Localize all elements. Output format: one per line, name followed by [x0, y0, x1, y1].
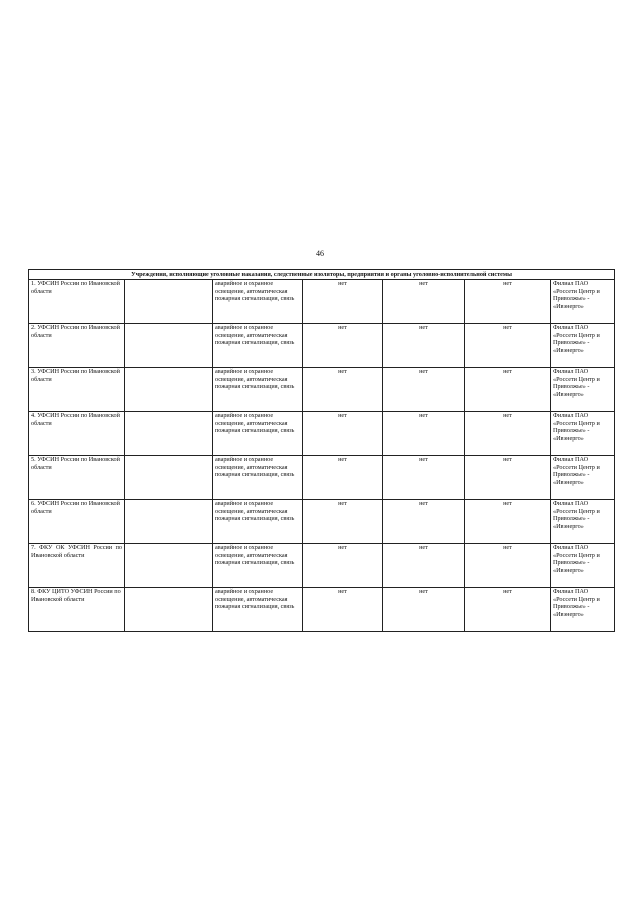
systems-cell: аварийное и охранное освещение, автоматическая пожарная сигнализация, связь — [213, 280, 303, 324]
status-cell: нет — [383, 456, 465, 500]
empty-cell — [125, 412, 213, 456]
supplier-cell: Филиал ПАО «Россети Центр и Приволжье» - «Ивэнерго» — [551, 368, 615, 412]
status-cell: нет — [465, 456, 551, 500]
status-cell: нет — [383, 412, 465, 456]
table-row — [29, 280, 615, 324]
systems-cell: аварийное и охранное освещение, автоматическая пожарная сигнализация, связь — [213, 412, 303, 456]
systems-cell: аварийное и охранное освещение, автоматическая пожарная сигнализация, связь — [213, 324, 303, 368]
supplier-cell: Филиал ПАО «Россети Центр и Приволжье» - «Ивэнерго» — [551, 280, 615, 324]
status-cell: нет — [303, 280, 383, 324]
supplier-cell: Филиал ПАО «Россети Центр и Приволжье» - «Ивэнерго» — [551, 456, 615, 500]
supplier-cell: Филиал ПАО «Россети Центр и Приволжье» - «Ивэнерго» — [551, 324, 615, 368]
status-cell: нет — [383, 368, 465, 412]
status-cell: нет — [383, 544, 465, 588]
status-cell: нет — [383, 500, 465, 544]
empty-cell — [125, 368, 213, 412]
organization-cell: 8. ФКУ ЦИТО УФСИН России по Ивановской области — [29, 588, 125, 632]
status-cell: нет — [465, 324, 551, 368]
organization-cell: 6. УФСИН России по Ивановской области — [29, 500, 125, 544]
table-row — [29, 500, 615, 544]
facilities-table — [28, 269, 615, 632]
status-cell: нет — [383, 324, 465, 368]
organization-cell: 4. УФСИН России по Ивановской области — [29, 412, 125, 456]
organization-cell: 3. УФСИН России по Ивановской области — [29, 368, 125, 412]
supplier-cell: Филиал ПАО «Россети Центр и Приволжье» - «Ивэнерго» — [551, 412, 615, 456]
systems-cell: аварийное и охранное освещение, автоматическая пожарная сигнализация, связь — [213, 588, 303, 632]
systems-cell: аварийное и охранное освещение, автоматическая пожарная сигнализация, связь — [213, 500, 303, 544]
status-cell: нет — [465, 588, 551, 632]
status-cell: нет — [383, 280, 465, 324]
status-cell: нет — [465, 412, 551, 456]
status-cell: нет — [465, 544, 551, 588]
section-header-row — [29, 270, 615, 280]
empty-cell — [125, 324, 213, 368]
table-row — [29, 368, 615, 412]
table-row — [29, 544, 615, 588]
organization-cell: 2. УФСИН России по Ивановской области — [29, 324, 125, 368]
table-row — [29, 588, 615, 632]
organization-cell: 7. ФКУ ОК УФСИН России по Ивановской области — [29, 544, 125, 588]
empty-cell — [125, 280, 213, 324]
status-cell: нет — [303, 544, 383, 588]
organization-cell: 5. УФСИН России по Ивановской области — [29, 456, 125, 500]
systems-cell: аварийное и охранное освещение, автоматическая пожарная сигнализация, связь — [213, 456, 303, 500]
organization-cell: 1. УФСИН России по Ивановской области — [29, 280, 125, 324]
supplier-cell: Филиал ПАО «Россети Центр и Приволжье» - «Ивэнерго» — [551, 588, 615, 632]
status-cell: нет — [303, 500, 383, 544]
status-cell: нет — [303, 324, 383, 368]
section-title: Учреждения, исполняющие уголовные наказания, следственные изоляторы, предприятия и органы уголовно-исполнительной системы — [29, 270, 615, 280]
status-cell: нет — [303, 456, 383, 500]
supplier-cell: Филиал ПАО «Россети Центр и Приволжье» - «Ивэнерго» — [551, 544, 615, 588]
status-cell: нет — [383, 588, 465, 632]
status-cell: нет — [303, 412, 383, 456]
status-cell: нет — [465, 500, 551, 544]
empty-cell — [125, 500, 213, 544]
systems-cell: аварийное и охранное освещение, автоматическая пожарная сигнализация, связь — [213, 544, 303, 588]
table-row — [29, 456, 615, 500]
page-number: 46 — [316, 249, 324, 258]
supplier-cell: Филиал ПАО «Россети Центр и Приволжье» - «Ивэнерго» — [551, 500, 615, 544]
status-cell: нет — [465, 280, 551, 324]
status-cell: нет — [465, 368, 551, 412]
table-row — [29, 412, 615, 456]
systems-cell: аварийное и охранное освещение, автоматическая пожарная сигнализация, связь — [213, 368, 303, 412]
status-cell: нет — [303, 588, 383, 632]
empty-cell — [125, 456, 213, 500]
status-cell: нет — [303, 368, 383, 412]
empty-cell — [125, 588, 213, 632]
empty-cell — [125, 544, 213, 588]
table-row — [29, 324, 615, 368]
